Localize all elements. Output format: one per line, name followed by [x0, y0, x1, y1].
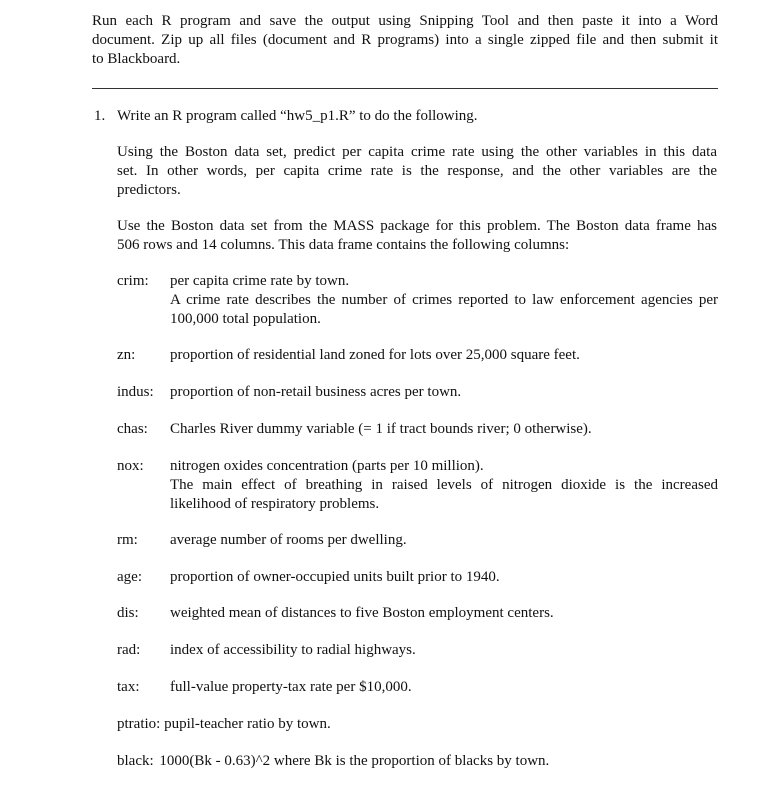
- question-number: 1.: [94, 108, 106, 124]
- instructions-line: document. Zip up all files (document and R programs) into a single zipped file and then submit it: [92, 32, 718, 48]
- column-term: zn:: [117, 347, 136, 363]
- column-term: dis:: [117, 605, 139, 621]
- column-description: [170, 641, 718, 660]
- column-description: [170, 678, 718, 697]
- column-term: indus:: [117, 384, 154, 400]
- description-line: weighted mean of distances to five Boston employment centers.: [170, 605, 554, 621]
- question-title: Write an R program called “hw5_p1.R” to do the following.: [117, 108, 478, 124]
- paragraph-line: Use the Boston data set from the MASS package for this problem. The Boston data frame has: [117, 218, 717, 234]
- column-def-black: [117, 752, 549, 771]
- column-def-ptratio: [117, 715, 331, 734]
- description-line: proportion of owner-occupied units built prior to 1940.: [170, 569, 500, 585]
- description-line: index of accessibility to radial highways.: [170, 642, 416, 658]
- column-term: nox:: [117, 458, 144, 474]
- question-paragraph-1: [117, 143, 717, 200]
- description-line: full-value property-tax rate per $10,000.: [170, 679, 412, 695]
- column-description: [170, 383, 718, 402]
- paragraph-line: Using the Boston data set, predict per capita crime rate using the other variables in this data: [117, 144, 717, 160]
- description-line: pupil-teacher ratio by town.: [164, 716, 331, 732]
- column-term: crim:: [117, 273, 149, 289]
- description-line: 1000(Bk - 0.63)^2 where Bk is the proportion of blacks by town.: [159, 753, 550, 769]
- section-divider: [92, 88, 718, 89]
- column-description: [170, 272, 718, 329]
- column-description: [170, 568, 718, 587]
- column-description: [170, 604, 718, 623]
- instructions-line: to Blackboard.: [92, 51, 181, 67]
- paragraph-line: predictors.: [117, 182, 181, 198]
- column-term: rad:: [117, 642, 141, 658]
- description-line: A crime rate describes the number of crimes reported to law enforcement agencies per: [170, 292, 718, 308]
- description-line: 100,000 total population.: [170, 311, 321, 327]
- paragraph-line: 506 rows and 14 columns. This data frame contains the following columns:: [117, 237, 570, 253]
- column-term: chas:: [117, 421, 148, 437]
- column-term-inline: [117, 715, 331, 734]
- description-line: Charles River dummy variable (= 1 if tract bounds river; 0 otherwise).: [170, 421, 592, 437]
- column-term: tax:: [117, 679, 140, 695]
- description-line: proportion of residential land zoned for lots over 25,000 square feet.: [170, 347, 580, 363]
- description-line: per capita crime rate by town.: [170, 273, 350, 289]
- paragraph-line: set. In other words, per capita crime rate is the response, and the other variables are the: [117, 163, 717, 179]
- column-term-inline: [117, 752, 549, 771]
- question-paragraph-2: [117, 217, 717, 255]
- column-term: black:: [117, 753, 154, 769]
- instructions-paragraph: [92, 12, 718, 69]
- column-term: ptratio:: [117, 716, 161, 732]
- column-description: [170, 457, 718, 514]
- instructions-line: Run each R program and save the output using Snipping Tool and then paste it into a Word: [92, 13, 718, 29]
- column-term: age:: [117, 569, 142, 585]
- column-description: [170, 420, 718, 439]
- description-line: The main effect of breathing in raised levels of nitrogen dioxide is the increased: [170, 477, 718, 493]
- description-line: likelihood of respiratory problems.: [170, 496, 380, 512]
- column-description: [170, 531, 718, 550]
- column-term: rm:: [117, 532, 138, 548]
- description-line: proportion of non-retail business acres per town.: [170, 384, 462, 400]
- description-line: average number of rooms per dwelling.: [170, 532, 407, 548]
- description-line: nitrogen oxides concentration (parts per 10 million).: [170, 458, 484, 474]
- column-description: [170, 346, 718, 365]
